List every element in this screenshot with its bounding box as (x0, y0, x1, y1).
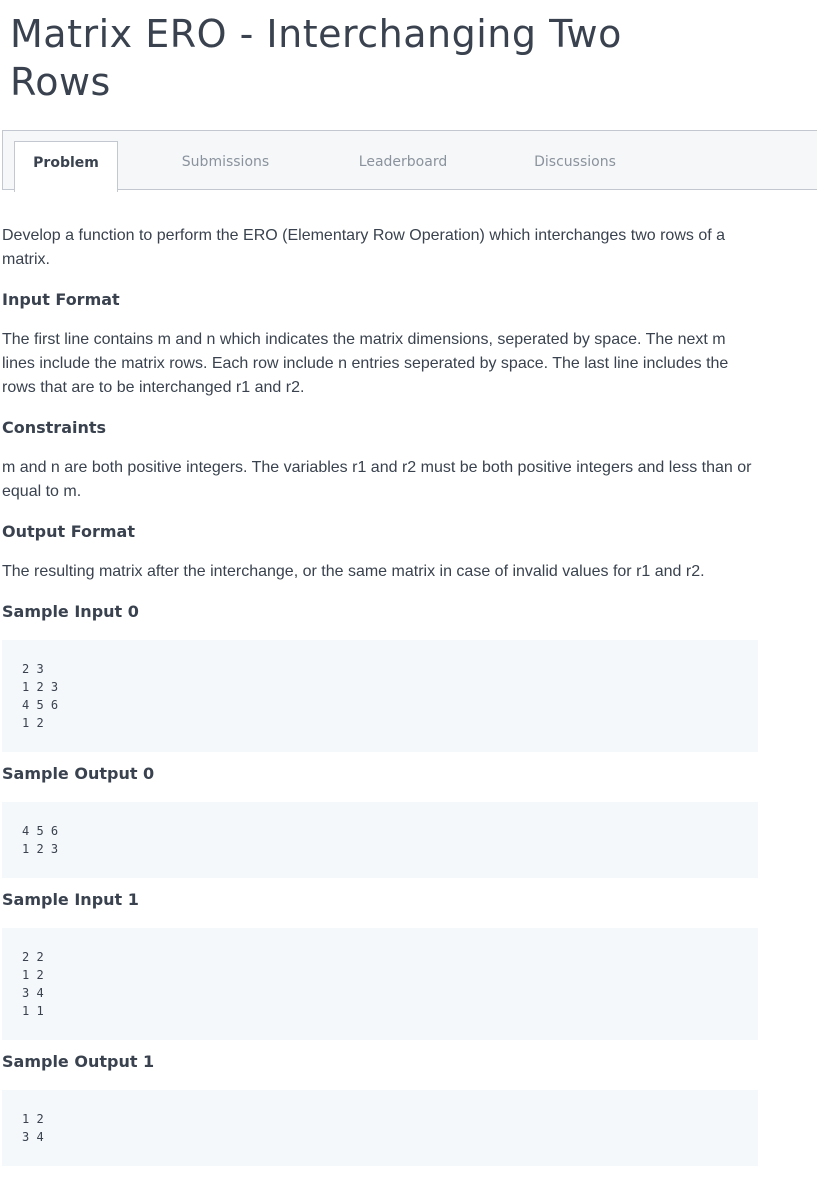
sample-input-0-heading: Sample Input 0 (2, 602, 139, 621)
sample-input-1-code: 2 2 1 2 3 4 1 1 (2, 928, 758, 1040)
output-format-heading: Output Format (2, 522, 135, 541)
tab-leaderboard[interactable]: Leaderboard (358, 154, 448, 170)
output-format-text: The resulting matrix after the interchange, or the same matrix in case of invalid values for r1 and r2. (2, 563, 705, 580)
sample-output-1-code: 1 2 3 4 (2, 1090, 758, 1166)
input-format-heading: Input Format (2, 290, 120, 309)
sample-output-0-code: 4 5 6 1 2 3 (2, 802, 758, 878)
problem-description: Develop a function to perform the ERO (Elementary Row Operation) which interchanges two rows of a matrix. (2, 227, 725, 268)
sample-input-1-heading: Sample Input 1 (2, 890, 139, 909)
tab-problem[interactable]: Problem (14, 141, 118, 192)
sample-input-0-code: 2 3 1 2 3 4 5 6 1 2 (2, 640, 758, 752)
sample-output-0-heading: Sample Output 0 (2, 764, 155, 783)
constraints-text: m and n are both positive integers. The variables r1 and r2 must be both positive integers and less than or equal to m. (2, 459, 752, 500)
page-title: Matrix ERO - Interchanging Two Rows (10, 12, 622, 104)
tab-bar (2, 130, 817, 190)
tab-discussions[interactable]: Discussions (534, 154, 616, 170)
tab-submissions[interactable]: Submissions (181, 154, 270, 170)
input-format-text: The first line contains m and n which indicates the matrix dimensions, seperated by space. The next m lines include the matrix rows. Each row include n entries seperated by space. The last line includes the rows that are to be interchanged r1 and r2. (2, 331, 729, 396)
sample-output-1-heading: Sample Output 1 (2, 1052, 155, 1071)
constraints-heading: Constraints (2, 418, 107, 437)
